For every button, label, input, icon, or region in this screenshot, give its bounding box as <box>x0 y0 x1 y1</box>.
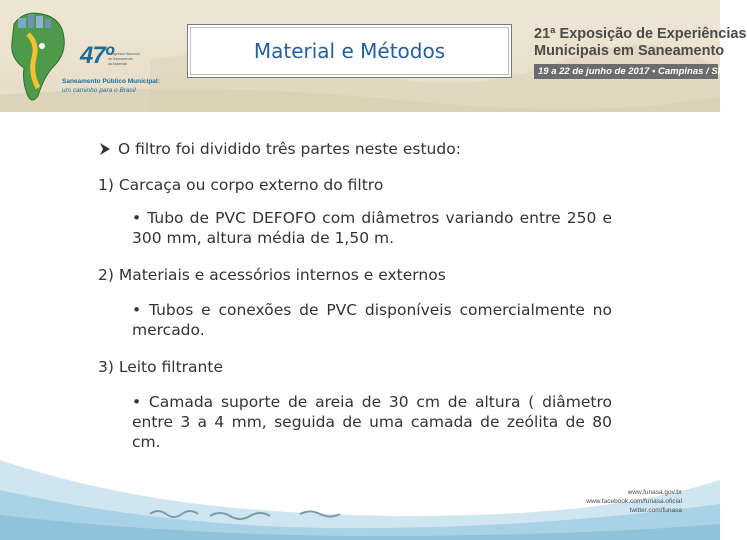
section-heading: 1) Carcaça ou corpo externo do filtro <box>98 176 384 194</box>
logo-tagline: um caminho para o Brasil <box>62 87 136 94</box>
event-banner <box>534 26 747 79</box>
arrow-bullet-icon <box>98 142 112 156</box>
congress-logo <box>4 4 160 108</box>
intro-text: O filtro foi dividido três partes neste estudo: <box>118 140 461 158</box>
title-box <box>187 24 512 78</box>
slide-body <box>98 140 618 452</box>
slide-header <box>0 0 747 112</box>
footer-link-facebook[interactable]: www.facebook.com/funasa.oficial <box>586 498 682 505</box>
section-heading: 3) Leito filtrante <box>98 358 223 376</box>
footer-link-twitter[interactable]: twitter.com/funasa <box>629 507 682 514</box>
event-title-line2: Municipais em Saneamento <box>534 43 725 59</box>
section-bullet: • Tubos e conexões de PVC disponíveis comercialmente no mercado. <box>132 301 612 339</box>
logo-subtitle: Saneamento Público Municipal: <box>62 78 160 85</box>
logo-congress-line: de Saneamento <box>108 57 133 61</box>
intro-line <box>98 140 618 158</box>
logo-congress-line: da Assemae <box>108 62 128 66</box>
section-heading: 2) Materiais e acessórios internos e externos <box>98 266 446 284</box>
event-title-line1: 21ª Exposição de Experiências <box>534 26 747 42</box>
footer-link-site[interactable]: www.funasa.gov.br <box>627 489 682 496</box>
footer-links <box>586 488 682 515</box>
section-bullet: • Tubo de PVC DEFOFO com diâmetros variando entre 250 e 300 mm, altura média de 1,50 m. <box>132 209 612 247</box>
logo-congress-line: Congresso Nacional <box>108 52 140 56</box>
event-dates: 19 a 22 de junho de 2017 • Campinas / SP <box>534 64 718 79</box>
section-bullet: • Camada suporte de areia de 30 cm de altura ( diâmetro entre 3 a 4 mm, seguida de uma camada de zeólita de 80 cm. <box>132 393 612 451</box>
page-title: Material e Métodos <box>253 39 446 63</box>
logo-number: 47º <box>80 42 113 69</box>
